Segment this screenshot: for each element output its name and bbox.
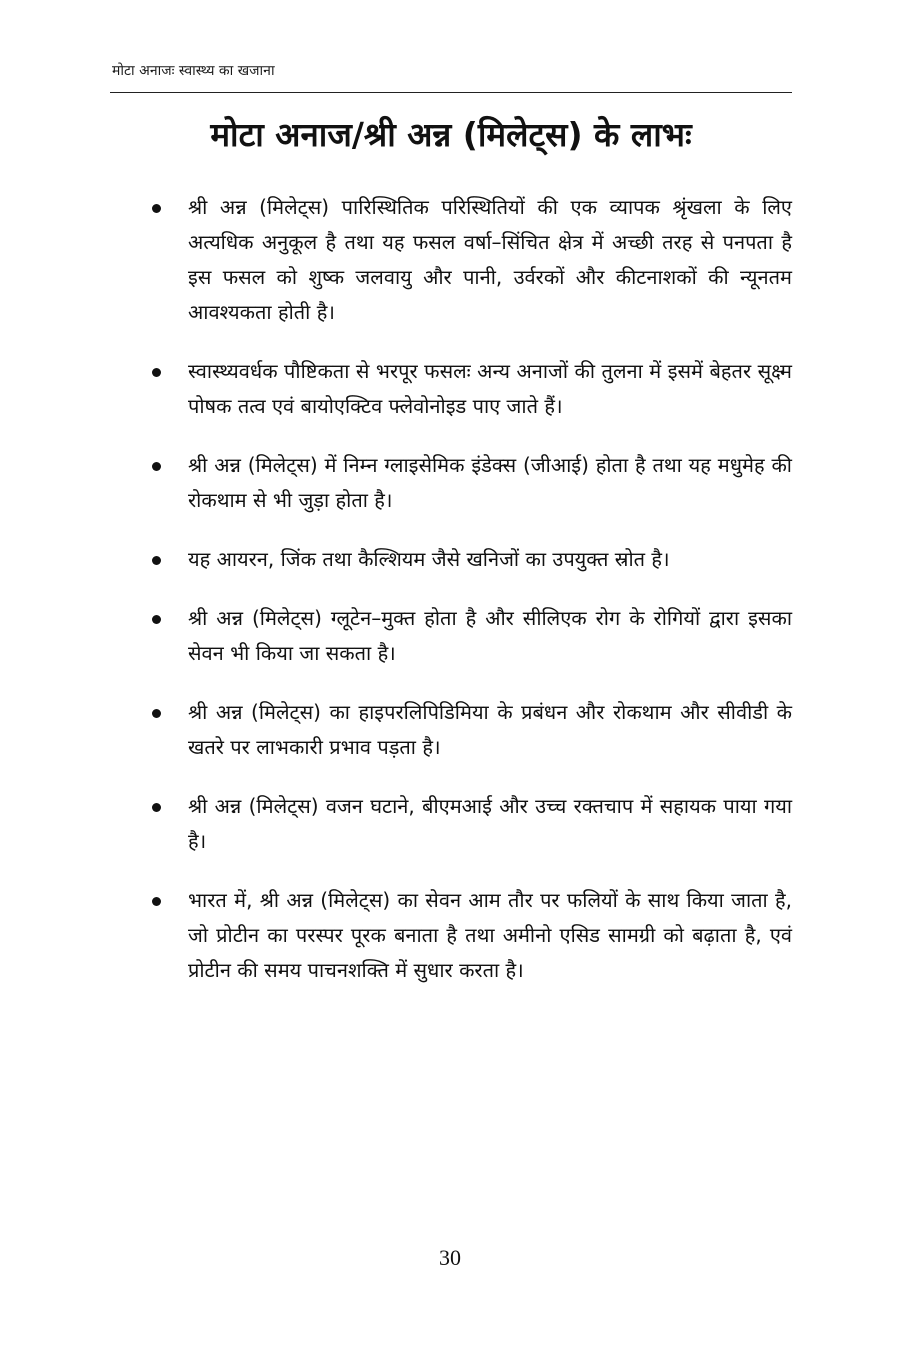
bullet-icon: [152, 204, 161, 213]
running-header: मोटा अनाजः स्वास्थ्य का खजाना: [112, 63, 275, 79]
benefit-list: [150, 190, 792, 1012]
list-item-text: श्री अन्न (मिलेट्स) वजन घटाने, बीएमआई और उच्च रक्तचाप में सहायक पाया गया है।: [188, 794, 792, 853]
page-title: मोटा अनाज/श्री अन्न (मिलेट्स) के लाभः: [210, 115, 692, 154]
list-item: [150, 542, 792, 577]
page-number: 30: [439, 1245, 461, 1270]
list-item: [150, 789, 792, 859]
list-item: [150, 190, 792, 330]
bullet-icon: [152, 897, 161, 906]
bullet-icon: [152, 615, 161, 624]
bullet-icon: [152, 803, 161, 812]
list-item: [150, 354, 792, 424]
list-item-text: श्री अन्न (मिलेट्स) में निम्न ग्लाइसेमिक इंडेक्स (जीआई) होता है तथा यह मधुमेह की रोकथाम से भी जुड़ा होता है।: [188, 453, 792, 512]
bullet-icon: [152, 709, 161, 718]
bullet-icon: [152, 368, 161, 377]
bullet-icon: [152, 556, 161, 565]
list-item-text: श्री अन्न (मिलेट्स) का हाइपरलिपिडिमिया के प्रबंधन और रोकथाम और सीवीडी के खतरे पर लाभकारी प्रभाव पड़ता है।: [188, 700, 792, 759]
list-item-text: यह आयरन, जिंक तथा कैल्शियम जैसे खनिजों का उपयुक्त स्रोत है।: [188, 547, 670, 571]
list-item: [150, 448, 792, 518]
list-item: [150, 601, 792, 671]
list-item: [150, 883, 792, 988]
list-item-text: स्वास्थ्यवर्धक पौष्टिकता से भरपूर फसलः अन्य अनाजों की तुलना में इसमें बेहतर सूक्ष्म पोषक तत्व एवं बायोएक्टिव फ्लेवोनोइड पाए जाते हैं।: [188, 359, 792, 418]
list-item-text: श्री अन्न (मिलेट्स) ग्लूटेन–मुक्त होता है और सीलिएक रोग के रोगियों द्वारा इसका सेवन भी किया जा सकता है।: [188, 606, 792, 665]
bullet-icon: [152, 462, 161, 471]
list-item: [150, 695, 792, 765]
list-item-text: भारत में, श्री अन्न (मिलेट्स) का सेवन आम तौर पर फलियों के साथ किया जाता है, जो प्रोटीन का परस्पर पूरक बनाता है तथा अमीनो एसिड सामग्री को बढ़ाता है, एवं प्रोटीन की समय पाचनशक्ति में सुधार करता है।: [188, 888, 792, 982]
list-item-text: श्री अन्न (मिलेट्स) पारिस्थितिक परिस्थितियों की एक व्यापक श्रृंखला के लिए अत्यधिक अनुकूल है तथा यह फसल वर्षा–सिंचित क्षेत्र में अच्छी तरह से पनपता है इस फसल को शुष्क जलवायु और पानी, उर्वरकों और कीटनाशकों की न्यूनतम आवश्यकता होती है।: [188, 195, 792, 324]
header-divider: [110, 92, 792, 93]
